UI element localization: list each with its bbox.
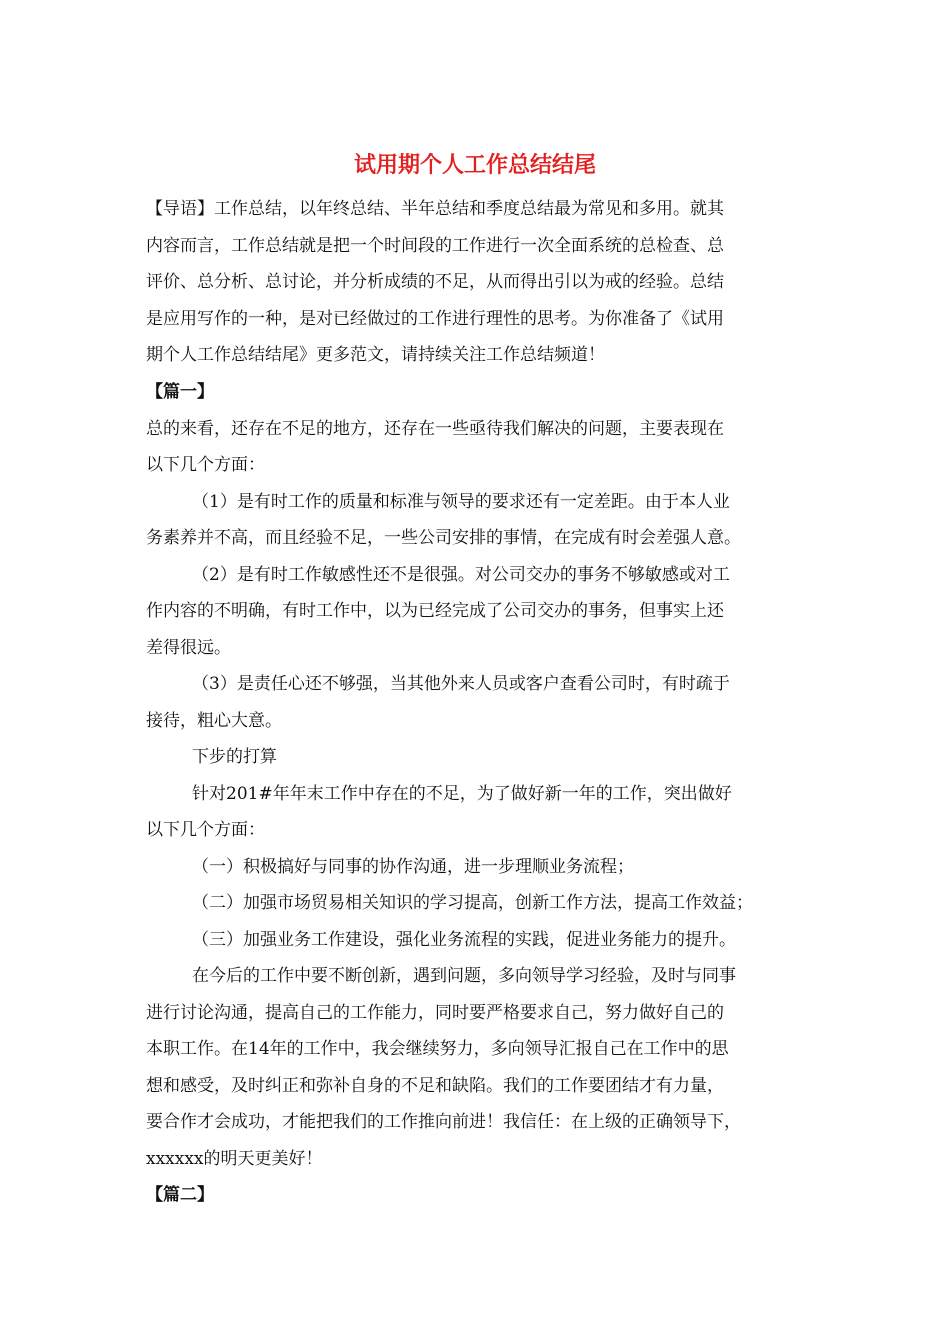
intro-line: 期个人工作总结结尾》更多范文，请持续关注工作总结频道！ (146, 345, 605, 365)
body-line: 想和感受，及时纠正和弥补自身的不足和缺陷。我们的工作要团结才有力量， (146, 1075, 724, 1096)
body-line: 接待，粗心大意。 (146, 710, 282, 731)
body-line: 总的来看，还存在不足的地方，还存在一些亟待我们解决的问题，主要表现在 (146, 418, 724, 439)
body-line: 本职工作。在14年的工作中，我会继续努力，多向领导汇报自己在工作中的思 (146, 1039, 729, 1059)
body-line: （一）积极搞好与同事的协作沟通，进一步理顺业务流程； (192, 856, 634, 877)
body-line: 下步的打算 (192, 747, 277, 767)
document-title: 试用期个人工作总结结尾 (353, 152, 596, 178)
body-line: （3）是责任心还不够强，当其他外来人员或客户查看公司时，有时疏于 (192, 674, 730, 694)
body-line: 针对201#年年末工作中存在的不足，为了做好新一年的工作，突出做好 (192, 783, 732, 804)
intro-line: 内容而言，工作总结就是把一个时间段的工作进行一次全面系统的总检查、总 (146, 235, 724, 256)
intro-line: 评价、总分析、总讨论，并分析成绩的不足，从而得出引以为戒的经验。总结 (146, 272, 724, 292)
section-one (146, 374, 816, 1214)
body-line: 进行讨论沟通，提高自己的工作能力，同时要严格要求自己，努力做好自己的 (146, 1002, 724, 1023)
body-line: （二）加强市场贸易相关知识的学习提高，创新工作方法，提高工作效益； (192, 893, 753, 913)
intro-line: 【导语】工作总结，以年终总结、半年总结和季度总结最为常见和多用。就其 (146, 199, 724, 219)
section-two-heading: 【篇二】 (146, 1185, 214, 1205)
body-line: 务素养并不高，而且经验不足，一些公司安排的事情，在完成有时会差强人意。 (146, 528, 741, 548)
intro-line: 是应用写作的一种，是对已经做过的工作进行理性的思考。为你准备了《试用 (146, 308, 724, 329)
body-line: （1）是有时工作的质量和标准与领导的要求还有一定差距。由于本人业 (192, 491, 730, 512)
body-line: 以下几个方面： (146, 820, 265, 840)
body-line: （三）加强业务工作建设，强化业务流程的实践，促进业务能力的提升。 (192, 929, 736, 950)
body-line: 在今后的工作中要不断创新，遇到问题，多向领导学习经验，及时与同事 (192, 966, 736, 986)
body-line: xxxxxx的明天更美好！ (146, 1148, 323, 1169)
body-line: 以下几个方面： (146, 455, 265, 475)
intro-paragraph (146, 191, 816, 374)
section-one-heading: 【篇一】 (146, 382, 214, 402)
body-line: 作内容的不明确，有时工作中，以为已经完成了公司交办的事务，但事实上还 (146, 601, 724, 621)
body-line: 差得很远。 (146, 637, 231, 658)
body-line: （2）是有时工作敏感性还不是很强。对公司交办的事务不够敏感或对工 (192, 564, 730, 585)
body-line: 要合作才会成功，才能把我们的工作推向前进！我信任：在上级的正确领导下， (146, 1112, 741, 1132)
